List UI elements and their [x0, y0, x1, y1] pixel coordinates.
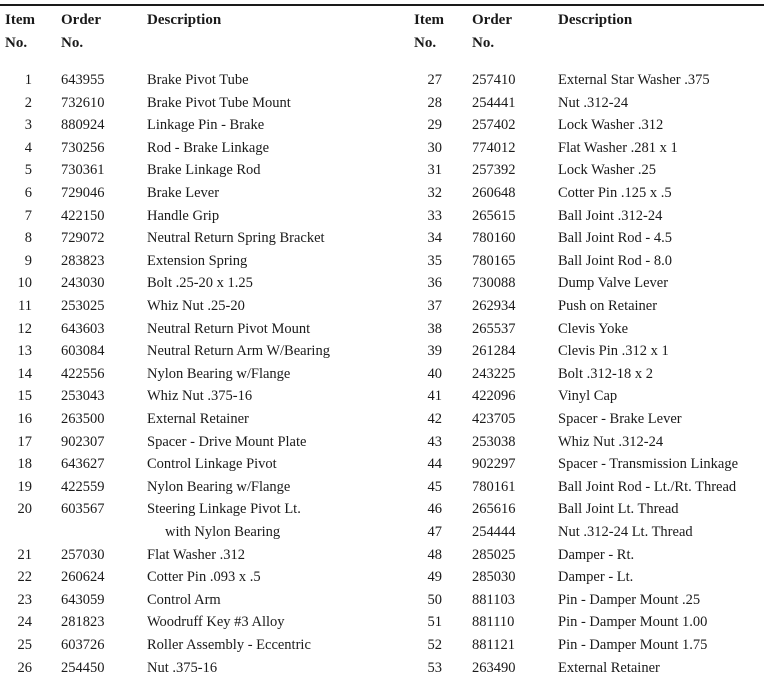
left-description: Rod - Brake Linkage — [147, 139, 270, 156]
right-order-no: 265615 — [472, 207, 516, 224]
left-order-no: 283823 — [61, 252, 105, 269]
left-order-no: 643059 — [61, 591, 105, 608]
right-description: Pin - Damper Mount 1.00 — [558, 614, 708, 631]
right-description: Spacer - Transmission Linkage — [558, 456, 739, 473]
left-order-no: 281823 — [61, 614, 105, 631]
right-description: Bolt .312-18 x 2 — [558, 365, 654, 382]
table-row — [0, 521, 764, 544]
left-item-no: 5 — [24, 162, 32, 179]
right-item-no: 37 — [427, 298, 442, 314]
left-item-no: 25 — [17, 637, 32, 653]
left-description: Brake Linkage Rod — [147, 162, 261, 179]
left-order-no: 243030 — [61, 275, 105, 292]
right-order-no: 774012 — [472, 139, 516, 156]
right-description: Ball Joint Rod - Lt./Rt. Thread — [558, 478, 737, 495]
left-item-no: 2 — [24, 94, 32, 111]
right-order-no: 257402 — [472, 117, 516, 134]
left-description: with Nylon Bearing — [165, 524, 281, 540]
right-description: External Star Washer .375 — [558, 72, 710, 88]
right-order-no: 263490 — [472, 659, 516, 676]
left-order-no: 730361 — [61, 162, 105, 179]
table-row — [0, 589, 764, 612]
right-description: Damper - Lt. — [558, 569, 634, 586]
table-row — [0, 408, 764, 431]
table-row — [0, 611, 764, 634]
left-item-no: 18 — [17, 456, 32, 473]
right-description: Clevis Pin .312 x 1 — [558, 343, 669, 360]
top-rule — [0, 4, 764, 6]
right-order-no: 730088 — [472, 275, 516, 292]
left-order-no: 257030 — [61, 546, 105, 563]
left-description: Brake Lever — [147, 185, 220, 201]
left-item-no: 7 — [24, 207, 32, 224]
table-row — [0, 385, 764, 408]
right-item-no: 33 — [427, 207, 442, 224]
left-description: Nylon Bearing w/Flange — [147, 478, 291, 495]
right-order-no: 902297 — [472, 456, 516, 473]
left-description: Steering Linkage Pivot Lt. — [147, 501, 301, 518]
header-order-no-right: Order No. — [472, 12, 512, 51]
table-row — [0, 159, 764, 182]
right-item-no: 35 — [427, 252, 442, 269]
right-description: Whiz Nut .312-24 — [558, 433, 664, 450]
right-order-no: 261284 — [472, 343, 516, 360]
right-order-no: 265537 — [472, 320, 516, 337]
table-row — [0, 657, 764, 679]
right-item-no: 51 — [427, 614, 442, 631]
left-order-no: 603726 — [61, 637, 105, 653]
left-order-no: 643955 — [61, 72, 105, 88]
right-item-no: 50 — [427, 591, 442, 608]
right-description: Ball Joint .312-24 — [558, 207, 663, 224]
left-description: Control Linkage Pivot — [147, 456, 277, 473]
table-row — [0, 137, 764, 160]
left-order-no: 902307 — [61, 433, 105, 450]
left-order-no: 422150 — [61, 207, 105, 224]
right-order-no: 253038 — [472, 433, 516, 450]
right-item-no: 40 — [427, 365, 442, 382]
left-description: Linkage Pin - Brake — [147, 117, 265, 134]
right-order-no: 257410 — [472, 72, 516, 88]
right-description: Cotter Pin .125 x .5 — [558, 185, 672, 201]
left-item-no: 15 — [17, 388, 32, 405]
right-description: Dump Valve Lever — [558, 275, 669, 292]
left-description: Brake Pivot Tube Mount — [147, 94, 291, 111]
right-order-no: 780161 — [472, 478, 516, 495]
right-description: External Retainer — [558, 659, 660, 676]
right-order-no: 881121 — [472, 637, 515, 653]
left-order-no: 730256 — [61, 139, 105, 156]
right-item-no: 45 — [427, 478, 442, 495]
left-description: Spacer - Drive Mount Plate — [147, 433, 307, 450]
table-row — [0, 114, 764, 137]
left-item-no: 11 — [18, 298, 32, 314]
left-item-no: 13 — [17, 343, 32, 360]
right-order-no: 780160 — [472, 230, 516, 247]
right-order-no: 881110 — [472, 614, 515, 631]
table-row — [0, 498, 764, 521]
left-item-no: 9 — [24, 252, 32, 269]
left-item-no: 4 — [24, 139, 32, 156]
right-item-no: 43 — [427, 433, 442, 450]
right-item-no: 36 — [427, 275, 442, 292]
right-item-no: 48 — [427, 546, 442, 563]
left-description: Cotter Pin .093 x .5 — [147, 569, 261, 586]
table-row — [0, 431, 764, 454]
table-row — [0, 92, 764, 115]
table-row — [0, 544, 764, 567]
left-order-no: 880924 — [61, 117, 105, 134]
left-item-no: 22 — [17, 569, 32, 586]
left-order-no: 603567 — [61, 501, 105, 518]
right-description: Ball Joint Rod - 8.0 — [558, 252, 672, 269]
right-description: Lock Washer .312 — [558, 117, 664, 134]
left-description: Nut .375-16 — [147, 659, 218, 676]
table-row — [0, 363, 764, 386]
right-item-no: 41 — [427, 388, 442, 405]
left-item-no: 23 — [17, 591, 32, 608]
left-order-no: 260624 — [61, 569, 105, 586]
left-description: Woodruff Key #3 Alloy — [147, 614, 285, 631]
table-row — [0, 340, 764, 363]
left-description: Neutral Return Pivot Mount — [147, 320, 311, 337]
right-order-no: 262934 — [472, 298, 516, 314]
left-order-no: 263500 — [61, 411, 105, 427]
left-item-no: 10 — [17, 275, 32, 292]
left-description: Bolt .25-20 x 1.25 — [147, 275, 253, 292]
left-order-no: 729046 — [61, 185, 105, 201]
table-row — [0, 182, 764, 205]
right-item-no: 44 — [427, 456, 442, 473]
right-description: Flat Washer .281 x 1 — [558, 139, 678, 156]
left-order-no: 253025 — [61, 298, 105, 314]
right-description: Pin - Damper Mount .25 — [558, 591, 701, 608]
right-description: Damper - Rt. — [558, 546, 635, 563]
left-order-no: 729072 — [61, 230, 105, 247]
right-order-no: 243225 — [472, 365, 516, 382]
left-description: Whiz Nut .25-20 — [147, 298, 245, 314]
left-description: Handle Grip — [147, 207, 220, 224]
left-description: Neutral Return Spring Bracket — [147, 230, 325, 247]
left-description: Control Arm — [147, 591, 221, 608]
right-item-no: 27 — [427, 72, 442, 88]
right-description: Vinyl Cap — [558, 388, 618, 405]
right-description: Ball Joint Lt. Thread — [558, 501, 679, 518]
right-order-no: 285030 — [472, 569, 516, 586]
right-item-no: 30 — [427, 139, 442, 156]
right-description: Lock Washer .25 — [558, 162, 657, 179]
left-description: Whiz Nut .375-16 — [147, 388, 253, 405]
table-row — [0, 250, 764, 273]
left-item-no: 6 — [24, 185, 32, 201]
table-row — [0, 295, 764, 318]
table-row — [0, 318, 764, 341]
left-item-no: 26 — [17, 659, 32, 676]
header-order-no-left: Order No. — [61, 12, 101, 51]
right-item-no: 32 — [427, 185, 442, 201]
right-item-no: 47 — [427, 524, 442, 540]
right-item-no: 46 — [427, 501, 442, 518]
left-description: Roller Assembly - Eccentric — [147, 637, 311, 653]
table-row — [0, 476, 764, 499]
left-order-no: 422559 — [61, 478, 105, 495]
table-row — [0, 227, 764, 250]
left-description: Brake Pivot Tube — [147, 72, 249, 88]
right-order-no: 265616 — [472, 501, 516, 518]
left-description: Neutral Return Arm W/Bearing — [147, 343, 330, 360]
right-description: Clevis Yoke — [558, 320, 629, 337]
right-order-no: 254444 — [472, 524, 516, 540]
header-item-no-right: Item No. — [414, 12, 444, 51]
table-row — [0, 272, 764, 295]
left-item-no: 8 — [24, 230, 32, 247]
table-row — [0, 453, 764, 476]
right-description: Nut .312-24 — [558, 94, 629, 111]
left-description: Extension Spring — [147, 252, 248, 269]
table-row — [0, 634, 764, 657]
right-description: Spacer - Brake Lever — [558, 411, 682, 427]
left-order-no: 254450 — [61, 659, 105, 676]
right-order-no: 423705 — [472, 411, 516, 427]
right-item-no: 29 — [427, 117, 442, 134]
right-order-no: 260648 — [472, 185, 516, 201]
right-item-no: 49 — [427, 569, 442, 586]
left-description: Nylon Bearing w/Flange — [147, 365, 291, 382]
left-item-no: 19 — [17, 478, 32, 495]
header-item-no-left: Item No. — [5, 12, 35, 51]
right-order-no: 780165 — [472, 252, 516, 269]
table-row — [0, 205, 764, 228]
left-item-no: 3 — [24, 117, 32, 134]
right-description: Ball Joint Rod - 4.5 — [558, 230, 672, 247]
right-item-no: 31 — [427, 162, 442, 179]
right-item-no: 28 — [427, 94, 442, 111]
right-order-no: 422096 — [472, 388, 516, 405]
left-order-no: 732610 — [61, 94, 105, 111]
header-description-right: Description — [558, 12, 633, 28]
left-order-no: 643627 — [61, 456, 105, 473]
right-order-no: 257392 — [472, 162, 516, 179]
left-description: Flat Washer .312 — [147, 546, 246, 563]
table-row — [0, 69, 764, 92]
right-description: Pin - Damper Mount 1.75 — [558, 637, 708, 653]
table-row — [0, 566, 764, 589]
left-item-no: 1 — [24, 72, 32, 88]
right-item-no: 53 — [427, 659, 442, 676]
left-item-no: 12 — [17, 320, 32, 337]
left-item-no: 24 — [17, 614, 32, 631]
left-item-no: 14 — [17, 365, 32, 382]
left-item-no: 16 — [17, 411, 32, 427]
right-order-no: 285025 — [472, 546, 516, 563]
right-item-no: 42 — [427, 411, 442, 427]
left-item-no: 21 — [17, 546, 32, 563]
right-item-no: 39 — [427, 343, 442, 360]
left-order-no: 643603 — [61, 320, 105, 337]
left-item-no: 17 — [17, 433, 32, 450]
left-item-no: 20 — [17, 501, 32, 518]
right-order-no: 254441 — [472, 94, 516, 111]
right-item-no: 52 — [427, 637, 442, 653]
right-order-no: 881103 — [472, 591, 515, 608]
left-order-no: 422556 — [61, 365, 105, 382]
right-description: Nut .312-24 Lt. Thread — [558, 524, 693, 540]
right-item-no: 38 — [427, 320, 442, 337]
right-item-no: 34 — [427, 230, 442, 247]
header-description-left: Description — [147, 12, 222, 28]
left-order-no: 603084 — [61, 343, 105, 360]
right-description: Push on Retainer — [558, 298, 658, 314]
left-description: External Retainer — [147, 411, 249, 427]
left-order-no: 253043 — [61, 388, 105, 405]
